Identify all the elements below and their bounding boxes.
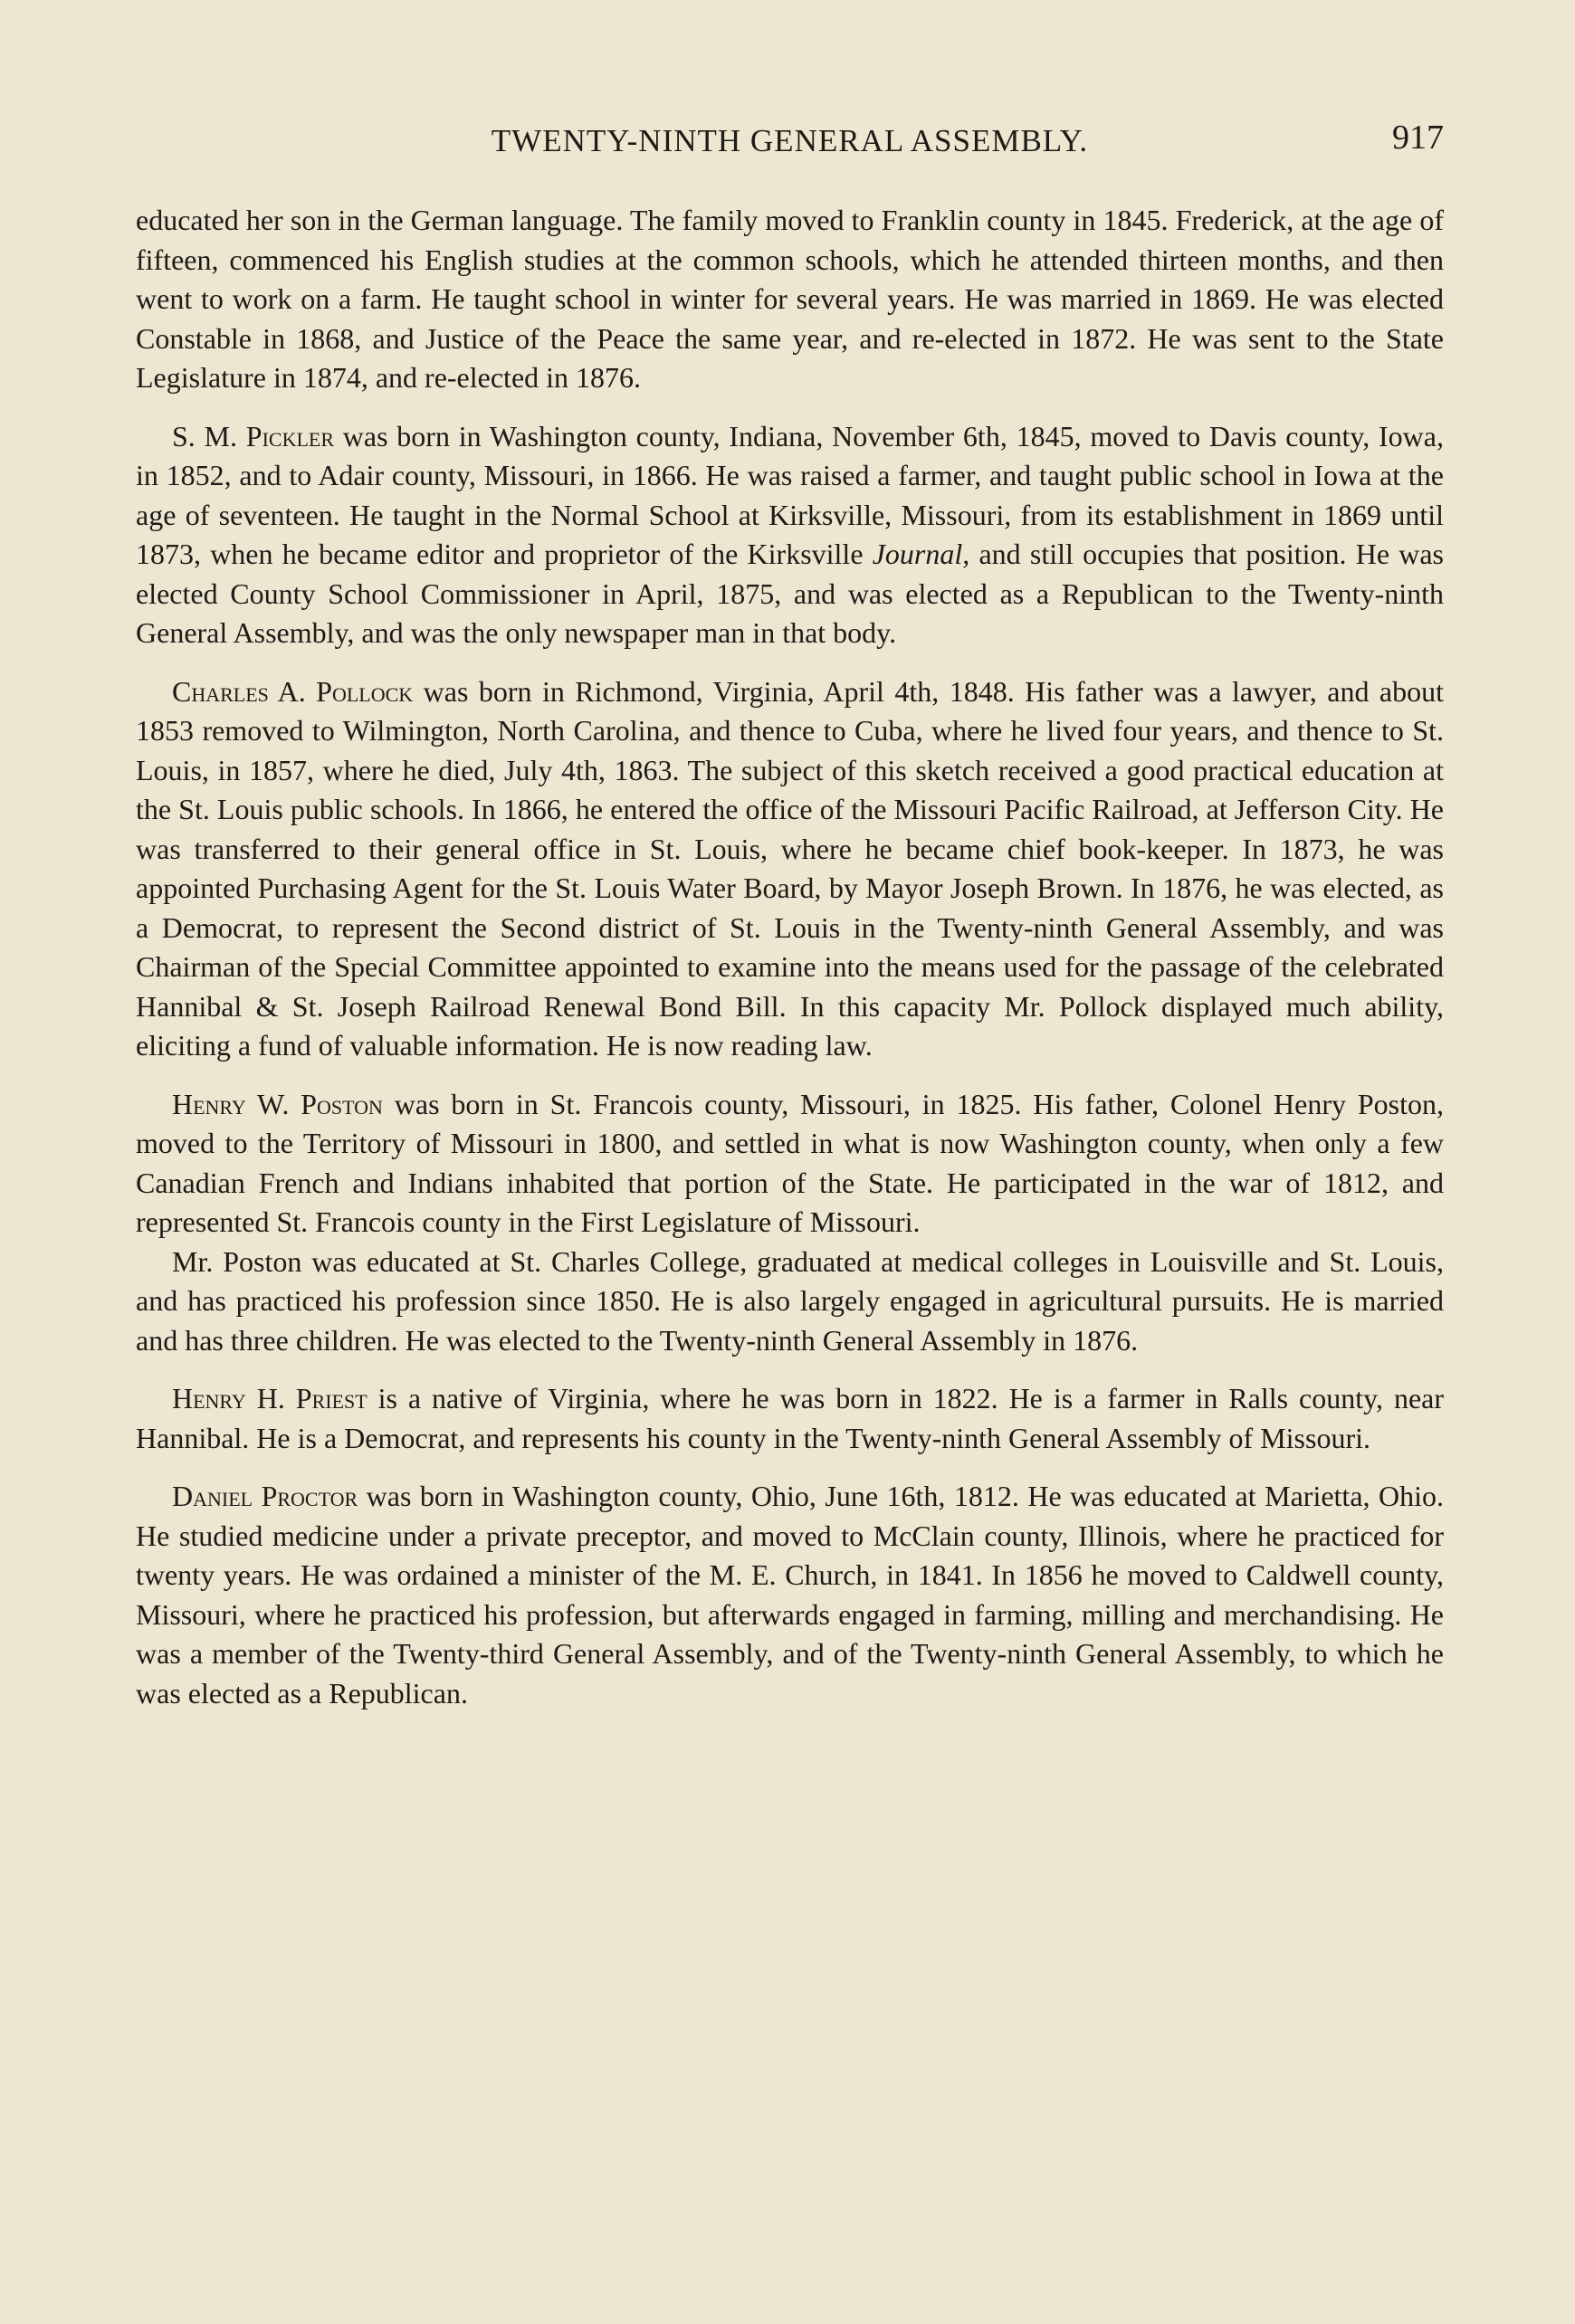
paragraph-priest: Henry H. Priest is a native of Virginia, where he was born in 1822. He is a farmer in Ralls county, near Hannibal. He is a Democrat, and represents his county in the Twenty-ninth General Assembly of Missouri.: [136, 1382, 1445, 1454]
person-name: Charles A. Pollock: [172, 674, 414, 708]
paragraph-proctor: Daniel Proctor was born in Washington county, Ohio, June 16th, 1812. He was educated at Marietta, Ohio. He studied medicine under a private preceptor, and moved to McClain county, Illinois, where he practiced for twenty years. He was ordained a minister of the M. E. Church, in 1841. In 1856 he moved to Caldwell county, Missouri, where he practiced his profession, but afterwards engaged in farming, milling and merchandising. He was a member of the Twenty-third General Assembly, and of the Twenty-ninth General Assembly, to which he was elected as a Republican.: [136, 1480, 1444, 1710]
paragraph-continuation: educated her son in the German language. The family moved to Franklin county in 1845. Frederick, at the age of fifteen, commenced his English studies at the common schools, which he attended thirteen months, and then went to work on a farm. He taught school in winter for several years. He was married in 1869. He was elected Constable in 1868, and Justice of the Peace the same year, and re-elected in 1872. He was sent to the State Legislature in 1874, and re-elected in 1876.: [136, 204, 1444, 394]
page-header: [136, 118, 1444, 172]
paragraph-pollock: Charles A. Pollock was born in Richmond, Virginia, April 4th, 1848. His father was a lawyer, and about 1853 removed to Wilmington, North Carolina, and thence to Cuba, where he lived four years, and thence to St. Louis, in 1857, where he died, July 4th, 1863. The subject of this sketch received a good practical education at the St. Louis public schools. In 1866, he entered the office of the Missouri Pacific Railroad, at Jefferson City. He was transferred to their general office in St. Louis, where he became chief book-keeper. In 1873, he was appointed Purchasing Agent for the St. Louis Water Board, by Mayor Joseph Brown. In 1876, he was elected, as a Democrat, to represent the Second district of St. Louis in the Twenty-ninth General Assembly, and was Chairman of the Special Committee appointed to examine into the means used for the passage of the celebrated Hannibal & St. Joseph Railroad Renewal Bond Bill. In this capacity Mr. Pollock displayed much ability, eliciting a fund of valuable information. He is now reading law.: [136, 674, 1444, 1062]
body-text: [136, 201, 1444, 1713]
running-title: TWENTY-NINTH GENERAL ASSEMBLY.: [491, 123, 1089, 158]
paragraph-poston: Henry W. Poston was born in St. Francois county, Missouri, in 1825. His father, Colonel Henry Poston, moved to the Territory of Missouri in 1800, and settled in what is now Washington county, when only a few Canadian French and Indians inhabited that portion of the State. He participated in the war of 1812, and represented St. Francois county in the First Legislature of Missouri.: [136, 1087, 1444, 1238]
page-number: 917: [1392, 119, 1444, 157]
italic-title: Journal,: [872, 538, 970, 570]
paragraph-pickler: S. M. Pickler was born in Washington county, Indiana, November 6th, 1845, moved to Davis county, Iowa, in 1852, and to Adair county, Missouri, in 1866. He was raised a farmer, and taught public school in Iowa at the age of seventeen. He taught in the Normal School at Kirksville, Missouri, from its establishment in 1869 until 1873, when he became editor and proprietor of the Kirksville Journal, and still occupies that position. He was elected County School Commissioner in April, 1875, and was elected as a Republican to the Twenty-ninth General Assembly, and was the only newspaper man in that body.: [136, 419, 1445, 649]
person-name: Henry H. Priest: [172, 1382, 368, 1414]
person-name: Daniel Proctor: [172, 1480, 358, 1512]
paragraph-poston-continued: Mr. Poston was educated at St. Charles College, graduated at medical colleges in Louisville and St. Louis, and has practiced his profession since 1850. He is also largely engaged in agricultural pursuits. He is married and has three children. He was elected to the Twenty-ninth General Assembly in 1876.: [136, 1244, 1444, 1357]
person-name: S. M. Pickler: [172, 419, 335, 452]
person-name: Henry W. Poston: [172, 1087, 383, 1120]
